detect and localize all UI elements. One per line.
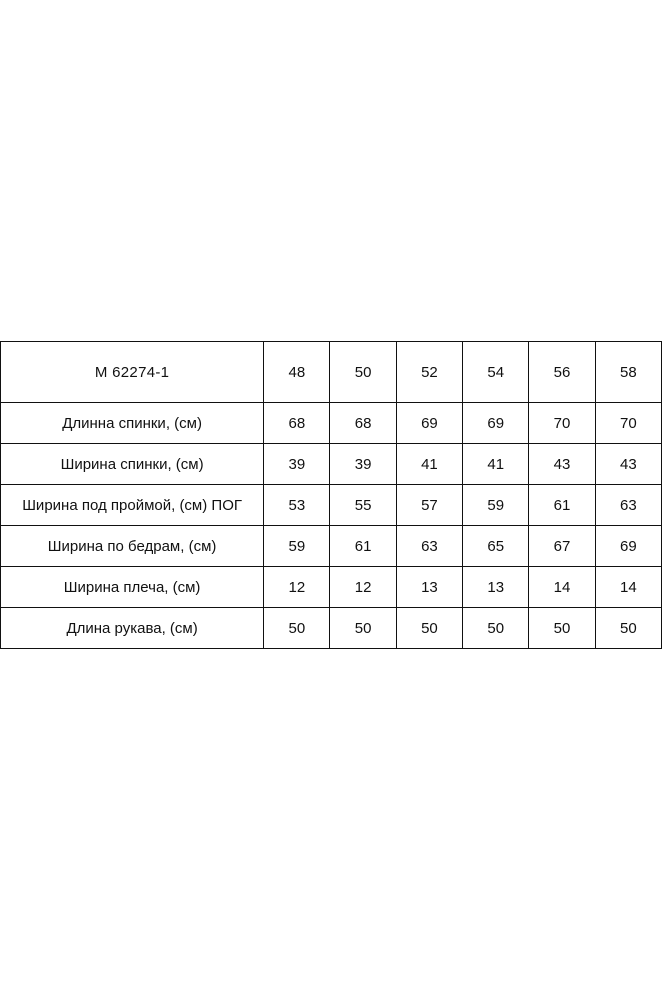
measurement-value: 39 <box>330 444 396 485</box>
measurement-value: 41 <box>463 444 529 485</box>
measurement-value: 69 <box>463 403 529 444</box>
measurement-label: Ширина под проймой, (см) ПОГ <box>1 485 264 526</box>
measurement-value: 68 <box>330 403 396 444</box>
measurement-value: 50 <box>330 608 396 649</box>
measurement-value: 61 <box>529 485 595 526</box>
measurement-value: 59 <box>264 526 330 567</box>
table-row <box>1 403 662 444</box>
measurement-value: 69 <box>396 403 462 444</box>
size-header: 54 <box>463 342 529 403</box>
measurement-value: 63 <box>396 526 462 567</box>
measurement-value: 70 <box>529 403 595 444</box>
table-row <box>1 567 662 608</box>
measurement-value: 13 <box>463 567 529 608</box>
measurement-label: Ширина плеча, (см) <box>1 567 264 608</box>
size-header: 56 <box>529 342 595 403</box>
measurement-value: 12 <box>330 567 396 608</box>
measurement-value: 14 <box>595 567 661 608</box>
measurement-value: 65 <box>463 526 529 567</box>
measurement-value: 70 <box>595 403 661 444</box>
measurement-value: 63 <box>595 485 661 526</box>
measurement-value: 50 <box>264 608 330 649</box>
table-row <box>1 444 662 485</box>
measurement-value: 50 <box>595 608 661 649</box>
size-header: 50 <box>330 342 396 403</box>
table-row <box>1 526 662 567</box>
measurement-value: 69 <box>595 526 661 567</box>
measurement-value: 57 <box>396 485 462 526</box>
measurement-value: 61 <box>330 526 396 567</box>
measurement-value: 50 <box>396 608 462 649</box>
measurement-label: Ширина спинки, (см) <box>1 444 264 485</box>
table-row <box>1 608 662 649</box>
measurement-value: 50 <box>463 608 529 649</box>
table-row <box>1 485 662 526</box>
measurement-value: 53 <box>264 485 330 526</box>
size-header: 48 <box>264 342 330 403</box>
measurement-value: 43 <box>595 444 661 485</box>
header-row <box>1 342 662 403</box>
measurement-label: Длинна спинки, (см) <box>1 403 264 444</box>
measurement-value: 12 <box>264 567 330 608</box>
size-header: 52 <box>396 342 462 403</box>
measurement-label: Длина рукава, (см) <box>1 608 264 649</box>
measurement-value: 67 <box>529 526 595 567</box>
size-chart-table <box>0 341 662 649</box>
measurement-value: 55 <box>330 485 396 526</box>
measurement-value: 68 <box>264 403 330 444</box>
measurement-value: 59 <box>463 485 529 526</box>
model-number: М 62274-1 <box>1 342 264 403</box>
measurement-value: 13 <box>396 567 462 608</box>
measurement-value: 41 <box>396 444 462 485</box>
measurement-value: 14 <box>529 567 595 608</box>
size-header: 58 <box>595 342 661 403</box>
measurement-value: 50 <box>529 608 595 649</box>
measurement-label: Ширина по бедрам, (см) <box>1 526 264 567</box>
measurement-value: 39 <box>264 444 330 485</box>
measurement-value: 43 <box>529 444 595 485</box>
